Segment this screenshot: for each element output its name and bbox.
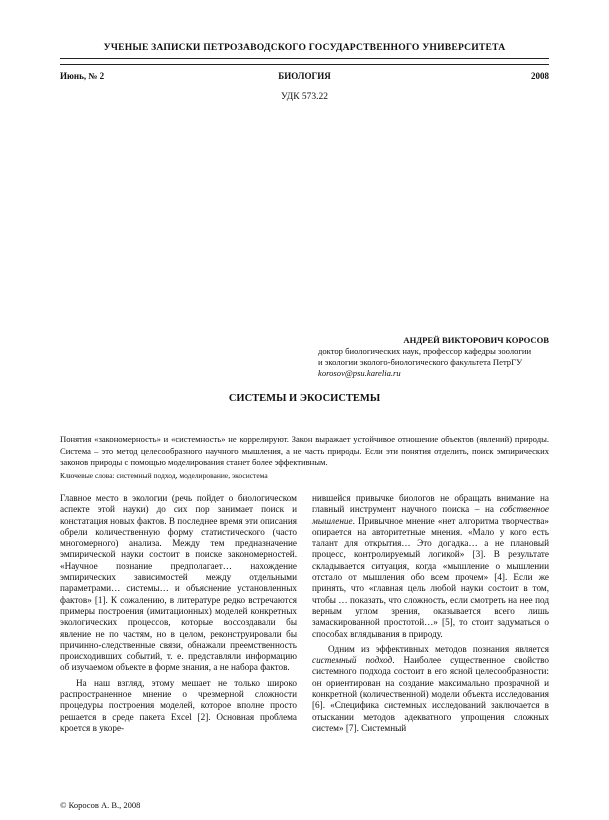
paragraph: Главное место в экологии (речь пойдет о биологическом аспекте этой науки) до сих пор занимает поиск и констатация новых фактов. В последнее время эти описания обрели количественную форму статистического (часто многомерного) анализа. Между тем предназначение эмпирической науки состоит в поиске закономерностей. «Научное познание предполагает… нахождение эмпирических зависимостей между отдельными параметрами… системы… и объяснение установленных фактов» [1]. К сожалению, в литературе редко встречаются примеры построения (имитационных) моделей конкретных экологических процессов, которые воссоздавали бы явление не по частям, но в целом, реконструировали бы причинно-следственные связи, обнажали преемственность происходивших событий, т. е. представляли информацию об изучаемом объекте в форме знания, а не набора фактов.: [60, 493, 297, 673]
author-name: АНДРЕЙ ВИКТОРОВИЧ КОРОСОВ: [403, 335, 549, 345]
udk-code: УДК 573.22: [280, 92, 329, 102]
body-column-right: [312, 493, 549, 734]
emphasis: системный подход: [312, 655, 393, 666]
abstract-text: Понятия «закономерность» и «системность» не коррелируют. Закон выражает устойчивое отношение объектов (явлений) природы. Система – это метод целесообразного научного мышления, а не часть природы. Если эти понятия отделить, поиск эмпирических законов природы с помощью моделирования станет более эффективным.: [60, 434, 549, 467]
article-title: СИСТЕМЫ И ЭКОСИСТЕМЫ: [228, 393, 381, 404]
paragraph: [312, 493, 549, 640]
text-span: . Привычное мнение «нет алгоритма творчества» опирается на авторитетные мнения. «Мало у кого есть талант для открытия… Это догадка… а не плановый процесс, контролируемый логикой» [3]. В результате складывается ситуация, когда «мышление о мышлении отстало от мышления обо всем прочем» [4]. Если же принять, что «главная цель любой науки состоит в том, чтобы … показать, что сложность, если смотреть на нее под верным углом зрения, оказывается всего лишь замаскированной простотой…» [5], то стоит задуматься о способах вглядывания в природу.: [312, 515, 549, 639]
author-affiliation-2: и экологии эколого-биологического факультета ПетрГУ: [318, 357, 523, 367]
emphasis: собственное мышление: [312, 504, 549, 526]
text-span: . Наиболее существенное свойство системного подхода состоит в его ясной целесообразности: он ориентирован на создание максимально прозрачной и конкретной (количественной) модели объекта исследования [6]. «Специфика системных исследований заключается в отыскании методов адекватного упрощения сложных систем» [7]. Системный: [312, 655, 549, 733]
text-span: нившейся привычке биологов не обращать внимание на главный инструмент научного поиска – на: [312, 493, 549, 515]
author-affiliation-1: доктор биологических наук, профессор кафедры зоологии: [318, 346, 532, 356]
header-rule-bottom: [60, 64, 549, 65]
author-email[interactable]: korosov@psu.karelia.ru: [318, 368, 401, 378]
abstract: [60, 434, 549, 469]
keywords: Ключевые слова: системный подход, моделирование, экосистема: [60, 471, 268, 480]
section-name: БИОЛОГИЯ: [278, 71, 331, 81]
issue-year: 2008: [531, 71, 549, 81]
journal-title: УЧЕНЫЕ ЗАПИСКИ ПЕТРОЗАВОДСКОГО ГОСУДАРСТВЕННОГО УНИВЕРСИТЕТА: [103, 42, 506, 53]
paragraph: [312, 644, 549, 734]
paragraph: На наш взгляд, этому мешает не только широко распространенное мнение о чрезмерной сложности процедуры построения моделей, которое вполне просто решается в среде пакета Excel [2]. Основная проблема кроется в укоре-: [60, 677, 297, 733]
header-rule-top: [60, 58, 549, 59]
copyright: © Коросов А. В., 2008: [60, 800, 141, 810]
author-block: [318, 335, 549, 379]
issue-date: Июнь, № 2: [60, 71, 105, 81]
text-span: Одним из эффективных методов познания является: [328, 643, 549, 654]
body-column-left: [60, 493, 297, 734]
